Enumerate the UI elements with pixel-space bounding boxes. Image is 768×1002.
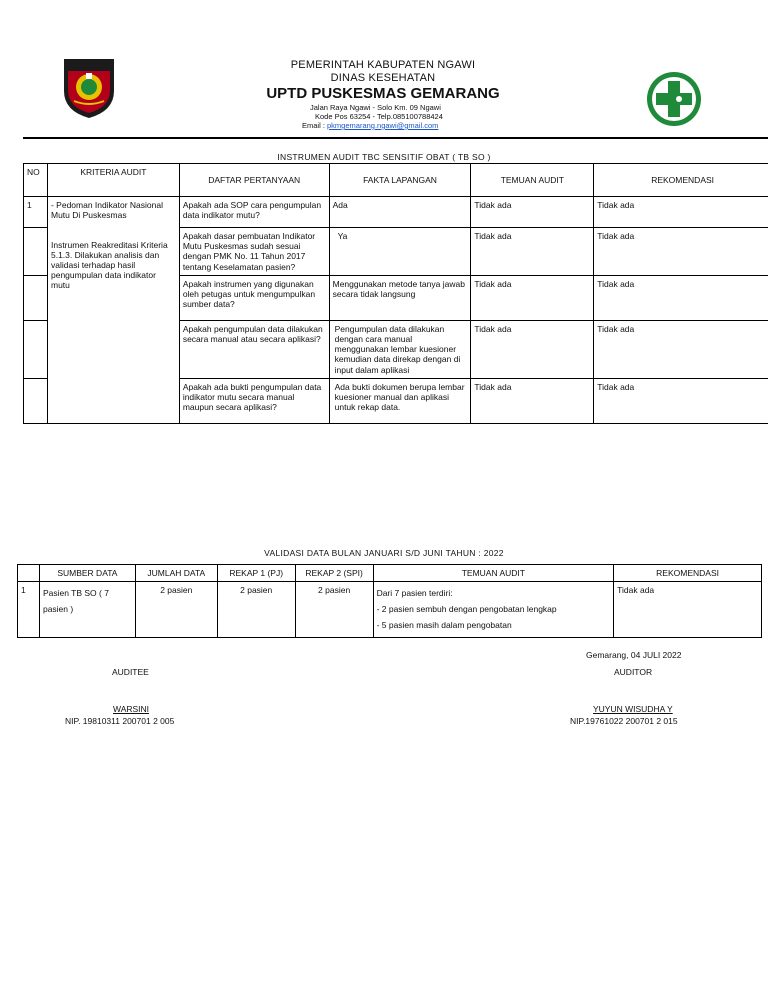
temuan-cell: Tidak ada	[471, 378, 594, 423]
temuan-line: - 2 pasien sembuh dengan pengobatan lengkap	[376, 604, 557, 615]
col-header-fakta: FAKTA LAPANGAN	[329, 164, 471, 197]
regency-crest-logo	[60, 55, 118, 119]
validasi-title: VALIDASI DATA BULAN JANUARI S/D JUNI TAHUN : 2022	[264, 548, 504, 558]
fakta-cell: Menggunakan metode tanya jawab secara tidak langsung	[329, 275, 471, 320]
auditor-name: YUYUN WISUDHA Y	[593, 704, 673, 714]
rekomendasi-cell: Tidak ada	[594, 228, 768, 276]
sumber-line: pasien )	[42, 604, 74, 615]
pertanyaan-cell: Apakah ada bukti pengumpulan data indikator mutu secara manual maupun secara aplikasi?	[179, 378, 329, 423]
audit-header-row	[24, 164, 768, 197]
col-header-jumlah: JUMLAH DATA	[135, 565, 217, 582]
rekap2-cell: 2 pasien	[295, 582, 373, 637]
temuan-cell: Tidak ada	[471, 320, 594, 378]
row-number-empty	[24, 320, 48, 378]
col-header-temuan: TEMUAN AUDIT	[373, 565, 614, 582]
col-header-empty	[18, 565, 40, 582]
auditee-nip: NIP. 19810311 200701 2 005	[65, 716, 175, 726]
fakta-cell: Ada	[329, 197, 471, 228]
rekap1-cell: 2 pasien	[217, 582, 295, 637]
col-header-rekomendasi: REKOMENDASI	[594, 164, 768, 197]
rekomendasi-cell: Tidak ada	[594, 320, 768, 378]
health-cross-logo	[646, 71, 702, 127]
fakta-cell: Ada bukti dokumen berupa lembar kuesioner manual dan aplikasi untuk rekap data.	[329, 378, 471, 423]
header-department: DINAS KESEHATAN	[330, 72, 436, 84]
header-email-line	[302, 121, 438, 130]
rekomendasi-cell: Tidak ada	[614, 582, 762, 637]
col-header-no: NO	[24, 164, 48, 197]
rekomendasi-cell: Tidak ada	[594, 275, 768, 320]
header-government: PEMERINTAH KABUPATEN NGAWI	[290, 59, 476, 71]
header-postal: Kode Pos 63254 - Telp.085100788424	[315, 112, 443, 121]
table-row	[18, 582, 762, 637]
row-number-empty	[24, 378, 48, 423]
temuan-cell: Tidak ada	[471, 197, 594, 228]
validasi-table	[17, 564, 762, 638]
kriteria-reakreditasi: Instrumen Reakreditasi Kriteria 5.1.3. Dilakukan analisis dan validasi terhadap hasil pengumpulan data indikator mutu	[47, 228, 179, 424]
col-header-sumber: SUMBER DATA	[39, 565, 135, 582]
sumber-cell	[39, 582, 135, 637]
email-label: Email :	[302, 121, 328, 130]
row-number: 1	[18, 582, 40, 637]
row-number-empty	[24, 228, 48, 276]
temuan-cell: Tidak ada	[471, 275, 594, 320]
temuan-cell: Tidak ada	[471, 228, 594, 276]
temuan-cell	[373, 582, 614, 637]
fakta-cell: Ya	[329, 228, 471, 276]
header-title: UPTD PUSKESMAS GEMARANG	[266, 85, 500, 102]
place-date: Gemarang, 04 JULI 2022	[586, 650, 682, 660]
header-address: Jalan Raya Ngawi - Solo Km. 09 Ngawi	[310, 103, 441, 112]
rekomendasi-cell: Tidak ada	[594, 378, 768, 423]
pertanyaan-cell: Apakah ada SOP cara pengumpulan data indikator mutu?	[179, 197, 329, 228]
auditor-nip: NIP.19761022 200701 2 015	[570, 716, 678, 726]
table-row	[24, 228, 768, 276]
col-header-rekap1: REKAP 1 (PJ)	[217, 565, 295, 582]
temuan-line: - 5 pasien masih dalam pengobatan	[376, 620, 512, 631]
header-divider	[23, 137, 768, 139]
kriteria-pedoman: - Pedoman Indikator Nasional Mutu Di Puskesmas	[47, 197, 179, 228]
table-row	[24, 197, 768, 228]
email-link[interactable]: pkmgemarang.ngawi@gmail.com	[327, 121, 439, 130]
jumlah-cell: 2 pasien	[135, 582, 217, 637]
pertanyaan-cell: Apakah dasar pembuatan Indikator Mutu Puskesmas sudah sesuai dengan PMK No. 11 Tahun 2017 tentang Keselamatan pasien?	[179, 228, 329, 276]
validasi-header-row	[18, 565, 762, 582]
col-header-rekap2: REKAP 2 (SPI)	[295, 565, 373, 582]
sumber-line: Pasien TB SO ( 7	[42, 588, 109, 599]
pertanyaan-cell: Apakah pengumpulan data dilakukan secara manual atau secara aplikasi?	[179, 320, 329, 378]
col-header-rekomendasi: REKOMENDASI	[614, 565, 762, 582]
fakta-cell: Pengumpulan data dilakukan dengan cara manual menggunakan lembar kuesioner kemudian data direkap dengan di input dalam aplikasi	[329, 320, 471, 378]
audit-title: INSTRUMEN AUDIT TBC SENSITIF OBAT ( TB SO )	[277, 152, 491, 162]
audit-table	[23, 163, 768, 424]
col-header-temuan: TEMUAN AUDIT	[471, 164, 594, 197]
auditee-name: WARSINI	[113, 704, 150, 714]
col-header-kriteria: KRITERIA AUDIT	[47, 164, 179, 197]
auditor-label: AUDITOR	[614, 667, 653, 677]
row-number: 1	[24, 197, 48, 228]
rekomendasi-cell: Tidak ada	[594, 197, 768, 228]
pertanyaan-cell: Apakah instrumen yang digunakan oleh petugas untuk mengumpulkan sumber data?	[179, 275, 329, 320]
temuan-line: Dari 7 pasien terdiri:	[376, 588, 453, 599]
col-header-pertanyaan: DAFTAR PERTANYAAN	[179, 164, 329, 197]
auditee-label: AUDITEE	[112, 667, 149, 677]
row-number-empty	[24, 275, 48, 320]
